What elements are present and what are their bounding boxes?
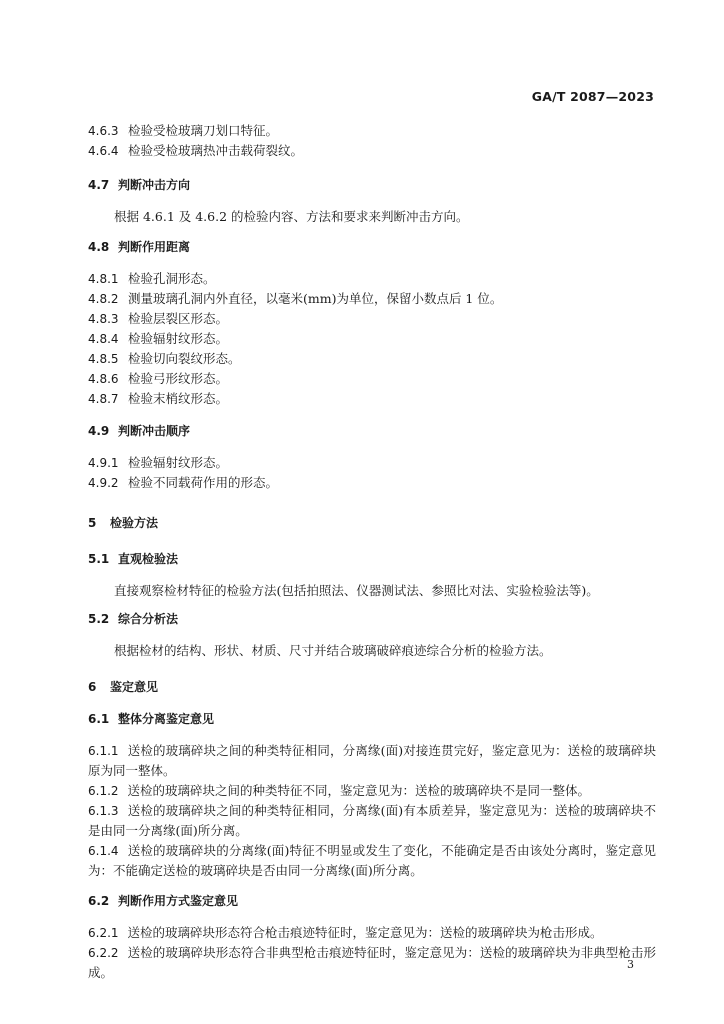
clause-4-8-6: 4.8.6 检验弓形纹形态。 <box>88 371 229 386</box>
clause-4-8-2: 4.8.2 测量玻璃孔洞内外直径，以毫米(mm)为单位，保留小数点后 1 位。 <box>88 291 503 306</box>
heading-5-2: 5.2 综合分析法 <box>88 612 179 626</box>
heading-4-7: 4.7 判断冲击方向 <box>88 178 191 192</box>
para-4-7: 根据 4.6.1 及 4.6.2 的检验内容、方法和要求来判断冲击方向。 <box>114 209 469 224</box>
page-content <box>88 121 656 983</box>
heading-6-1: 6.1 整体分离鉴定意见 <box>88 712 215 726</box>
para-5-1: 直接观察检材特征的检验方法(包括拍照法、仪器测试法、参照比对法、实验检验法等)。 <box>114 583 599 598</box>
clause-6-1-4: 6.1.4 送检的玻璃碎块的分离缘(面)特征不明显或发生了变化，不能确定是否由该处分离时，鉴定意见为：不能确定送检的玻璃碎块是否由同一分离缘(面)所分离。 <box>88 843 656 878</box>
clause-4-6-3: 4.6.3 检验受检玻璃刀划口特征。 <box>88 123 279 138</box>
clause-6-2-1: 6.2.1 送检的玻璃碎块形态符合枪击痕迹特征时，鉴定意见为：送检的玻璃碎块为枪击形成。 <box>88 925 603 940</box>
clause-4-8-3: 4.8.3 检验层裂区形态。 <box>88 311 229 326</box>
heading-6: 6 鉴定意见 <box>88 680 159 694</box>
page-number: 3 <box>627 958 634 971</box>
clause-6-2-2: 6.2.2 送检的玻璃碎块形态符合非典型枪击痕迹特征时，鉴定意见为：送检的玻璃碎块为非典型枪击形成。 <box>88 945 656 980</box>
clause-6-1-3: 6.1.3 送检的玻璃碎块之间的种类特征相同，分离缘(面)有本质差异，鉴定意见为：送检的玻璃碎块不是由同一分离缘(面)所分离。 <box>88 803 656 838</box>
heading-4-9: 4.9 判断冲击顺序 <box>88 424 191 438</box>
clause-4-9-2: 4.9.2 检验不同载荷作用的形态。 <box>88 475 279 490</box>
clause-4-9-1: 4.9.1 检验辐射纹形态。 <box>88 455 229 470</box>
clause-4-8-4: 4.8.4 检验辐射纹形态。 <box>88 331 229 346</box>
clause-4-8-5: 4.8.5 检验切向裂纹形态。 <box>88 351 241 366</box>
clause-4-8-1: 4.8.1 检验孔洞形态。 <box>88 271 216 286</box>
heading-5: 5 检验方法 <box>88 516 159 530</box>
clause-6-1-1: 6.1.1 送检的玻璃碎块之间的种类特征相同，分离缘(面)对接连贯完好，鉴定意见为：送检的玻璃碎块原为同一整体。 <box>88 743 656 778</box>
heading-6-2: 6.2 判断作用方式鉴定意见 <box>88 894 239 908</box>
clause-6-1-2: 6.1.2 送检的玻璃碎块之间的种类特征不同，鉴定意见为：送检的玻璃碎块不是同一整体。 <box>88 783 591 798</box>
heading-4-8: 4.8 判断作用距离 <box>88 240 191 254</box>
para-5-2: 根据检材的结构、形状、材质、尺寸并结合玻璃破碎痕迹综合分析的检验方法。 <box>114 643 552 658</box>
heading-5-1: 5.1 直观检验法 <box>88 552 179 566</box>
clause-4-6-4: 4.6.4 检验受检玻璃热冲击载荷裂纹。 <box>88 143 304 158</box>
clause-4-8-7: 4.8.7 检验末梢纹形态。 <box>88 391 229 406</box>
standard-code-header: GA/T 2087—2023 <box>531 89 654 104</box>
